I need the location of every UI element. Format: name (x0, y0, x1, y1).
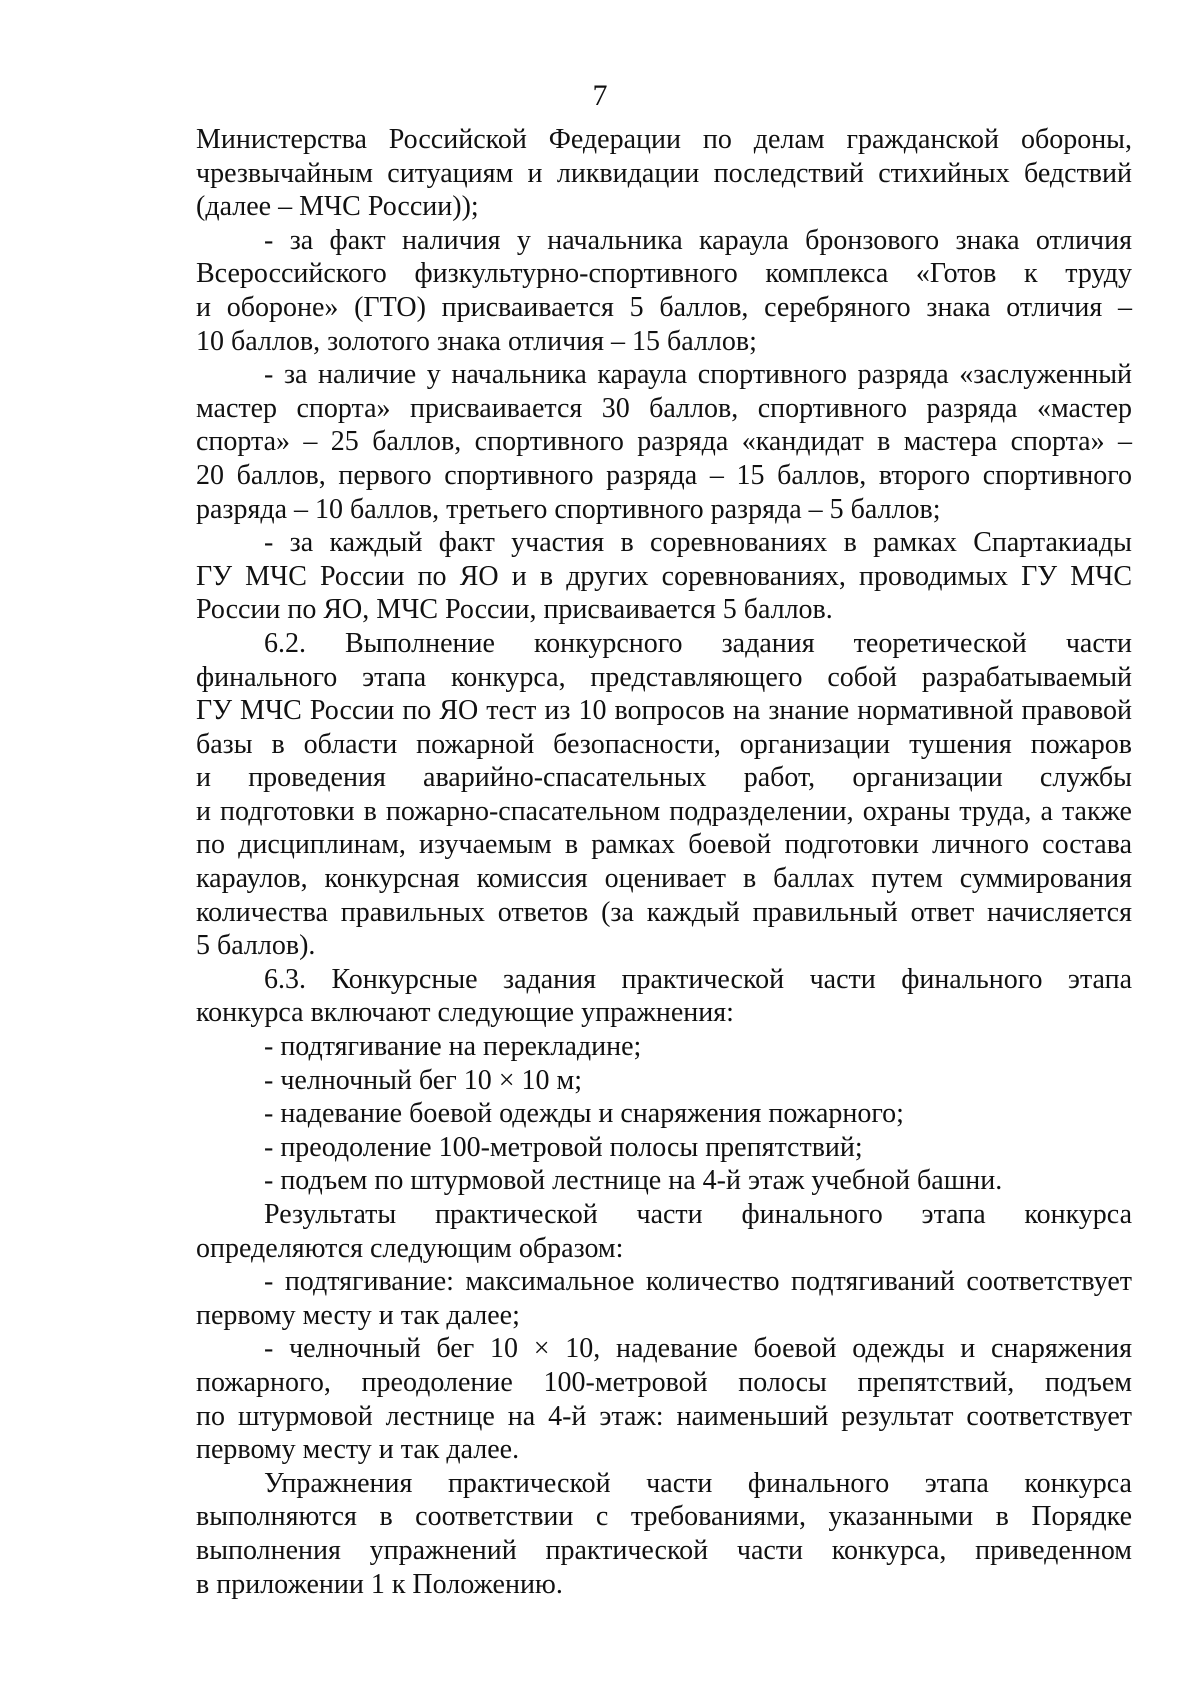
text-line: финального этапа конкурса, представляющего собой разрабатываемый (196, 661, 1132, 693)
text-line: 5 баллов). (196, 930, 316, 962)
text-line: - подтягивание: максимальное количество подтягиваний соответствует (264, 1266, 1132, 1298)
text-line: России по ЯО, МЧС России, присваивается 5 баллов. (196, 594, 833, 626)
text-line: спорта» – 25 баллов, спортивного разряда «кандидат в мастера спорта» – (196, 426, 1132, 458)
text-line: выполнения упражнений практической части конкурса, приведенном (196, 1534, 1132, 1566)
text-line: базы в области пожарной безопасности, организации тушения пожаров (196, 728, 1132, 760)
text-line: первому месту и так далее. (196, 1434, 520, 1466)
text-line: - подтягивание на перекладине; (264, 1031, 642, 1063)
text-line: - подъем по штурмовой лестнице на 4-й этаж учебной башни. (264, 1165, 1003, 1197)
text-line: 6.3. Конкурсные задания практической части финального этапа (264, 963, 1132, 995)
text-line: - за факт наличия у начальника караула бронзового знака отличия (264, 224, 1132, 256)
text-line: разряда – 10 баллов, третьего спортивного разряда – 5 баллов; (196, 493, 941, 525)
text-line: конкурса включают следующие упражнения: (196, 997, 734, 1029)
text-line: Всероссийского физкультурно-спортивного комплекса «Готов к труду (196, 258, 1132, 290)
text-line: по штурмовой лестнице на 4-й этаж: наименьший результат соответствует (196, 1400, 1132, 1432)
text-line: - надевание боевой одежды и снаряжения пожарного; (264, 1098, 904, 1130)
text-line: и проведения аварийно-спасательных работ, организации службы (196, 762, 1132, 794)
text-line: караулов, конкурсная комиссия оценивает в баллах путем суммирования (196, 863, 1132, 895)
text-line: ГУ МЧС России по ЯО и в других соревнованиях, проводимых ГУ МЧС (196, 560, 1132, 592)
page-number: 7 (592, 79, 608, 112)
text-line: 20 баллов, первого спортивного разряда – 15 баллов, второго спортивного (196, 459, 1132, 491)
document-body (196, 123, 1132, 1601)
text-line: (далее – МЧС России)); (196, 191, 479, 223)
text-line: первому месту и так далее; (196, 1299, 520, 1331)
text-line: количества правильных ответов (за каждый правильный ответ начисляется (196, 896, 1132, 928)
text-line: - преодоление 100-метровой полосы препятствий; (264, 1131, 863, 1163)
text-line: и подготовки в пожарно-спасательном подразделении, охраны труда, а также (196, 795, 1132, 827)
text-line: ГУ МЧС России по ЯО тест из 10 вопросов на знание нормативной правовой (196, 695, 1132, 727)
text-line: Упражнения практической части финального этапа конкурса (264, 1467, 1132, 1499)
text-line: Результаты практической части финального этапа конкурса (264, 1199, 1132, 1230)
text-line: чрезвычайным ситуациям и ликвидации последствий стихийных бедствий (196, 157, 1132, 189)
text-line: определяются следующим образом: (196, 1232, 624, 1264)
text-line: 6.2. Выполнение конкурсного задания теоретической части (264, 627, 1132, 659)
text-line: - за каждый факт участия в соревнованиях в рамках Спартакиады (264, 527, 1132, 559)
text-line: мастер спорта» присваивается 30 баллов, спортивного разряда «мастер (196, 392, 1132, 424)
text-line: Министерства Российской Федерации по делам гражданской обороны, (196, 124, 1132, 155)
text-line: по дисциплинам, изучаемым в рамках боевой подготовки личного состава (196, 829, 1132, 861)
text-line: 10 баллов, золотого знака отличия – 15 баллов; (196, 325, 757, 357)
text-line: - челночный бег 10 × 10 м; (264, 1064, 583, 1096)
text-line: пожарного, преодоление 100-метровой полосы препятствий, подъем (196, 1366, 1132, 1398)
text-line: - челночный бег 10 × 10, надевание боевой одежды и снаряжения (264, 1333, 1132, 1365)
text-line: и обороне» (ГТО) присваивается 5 баллов, серебряного знака отличия – (196, 291, 1132, 323)
text-line: - за наличие у начальника караула спортивного разряда «заслуженный (264, 359, 1132, 391)
text-line: выполняются в соответствии с требованиями, указанными в Порядке (196, 1501, 1132, 1533)
text-line: в приложении 1 к Положению. (196, 1568, 563, 1600)
